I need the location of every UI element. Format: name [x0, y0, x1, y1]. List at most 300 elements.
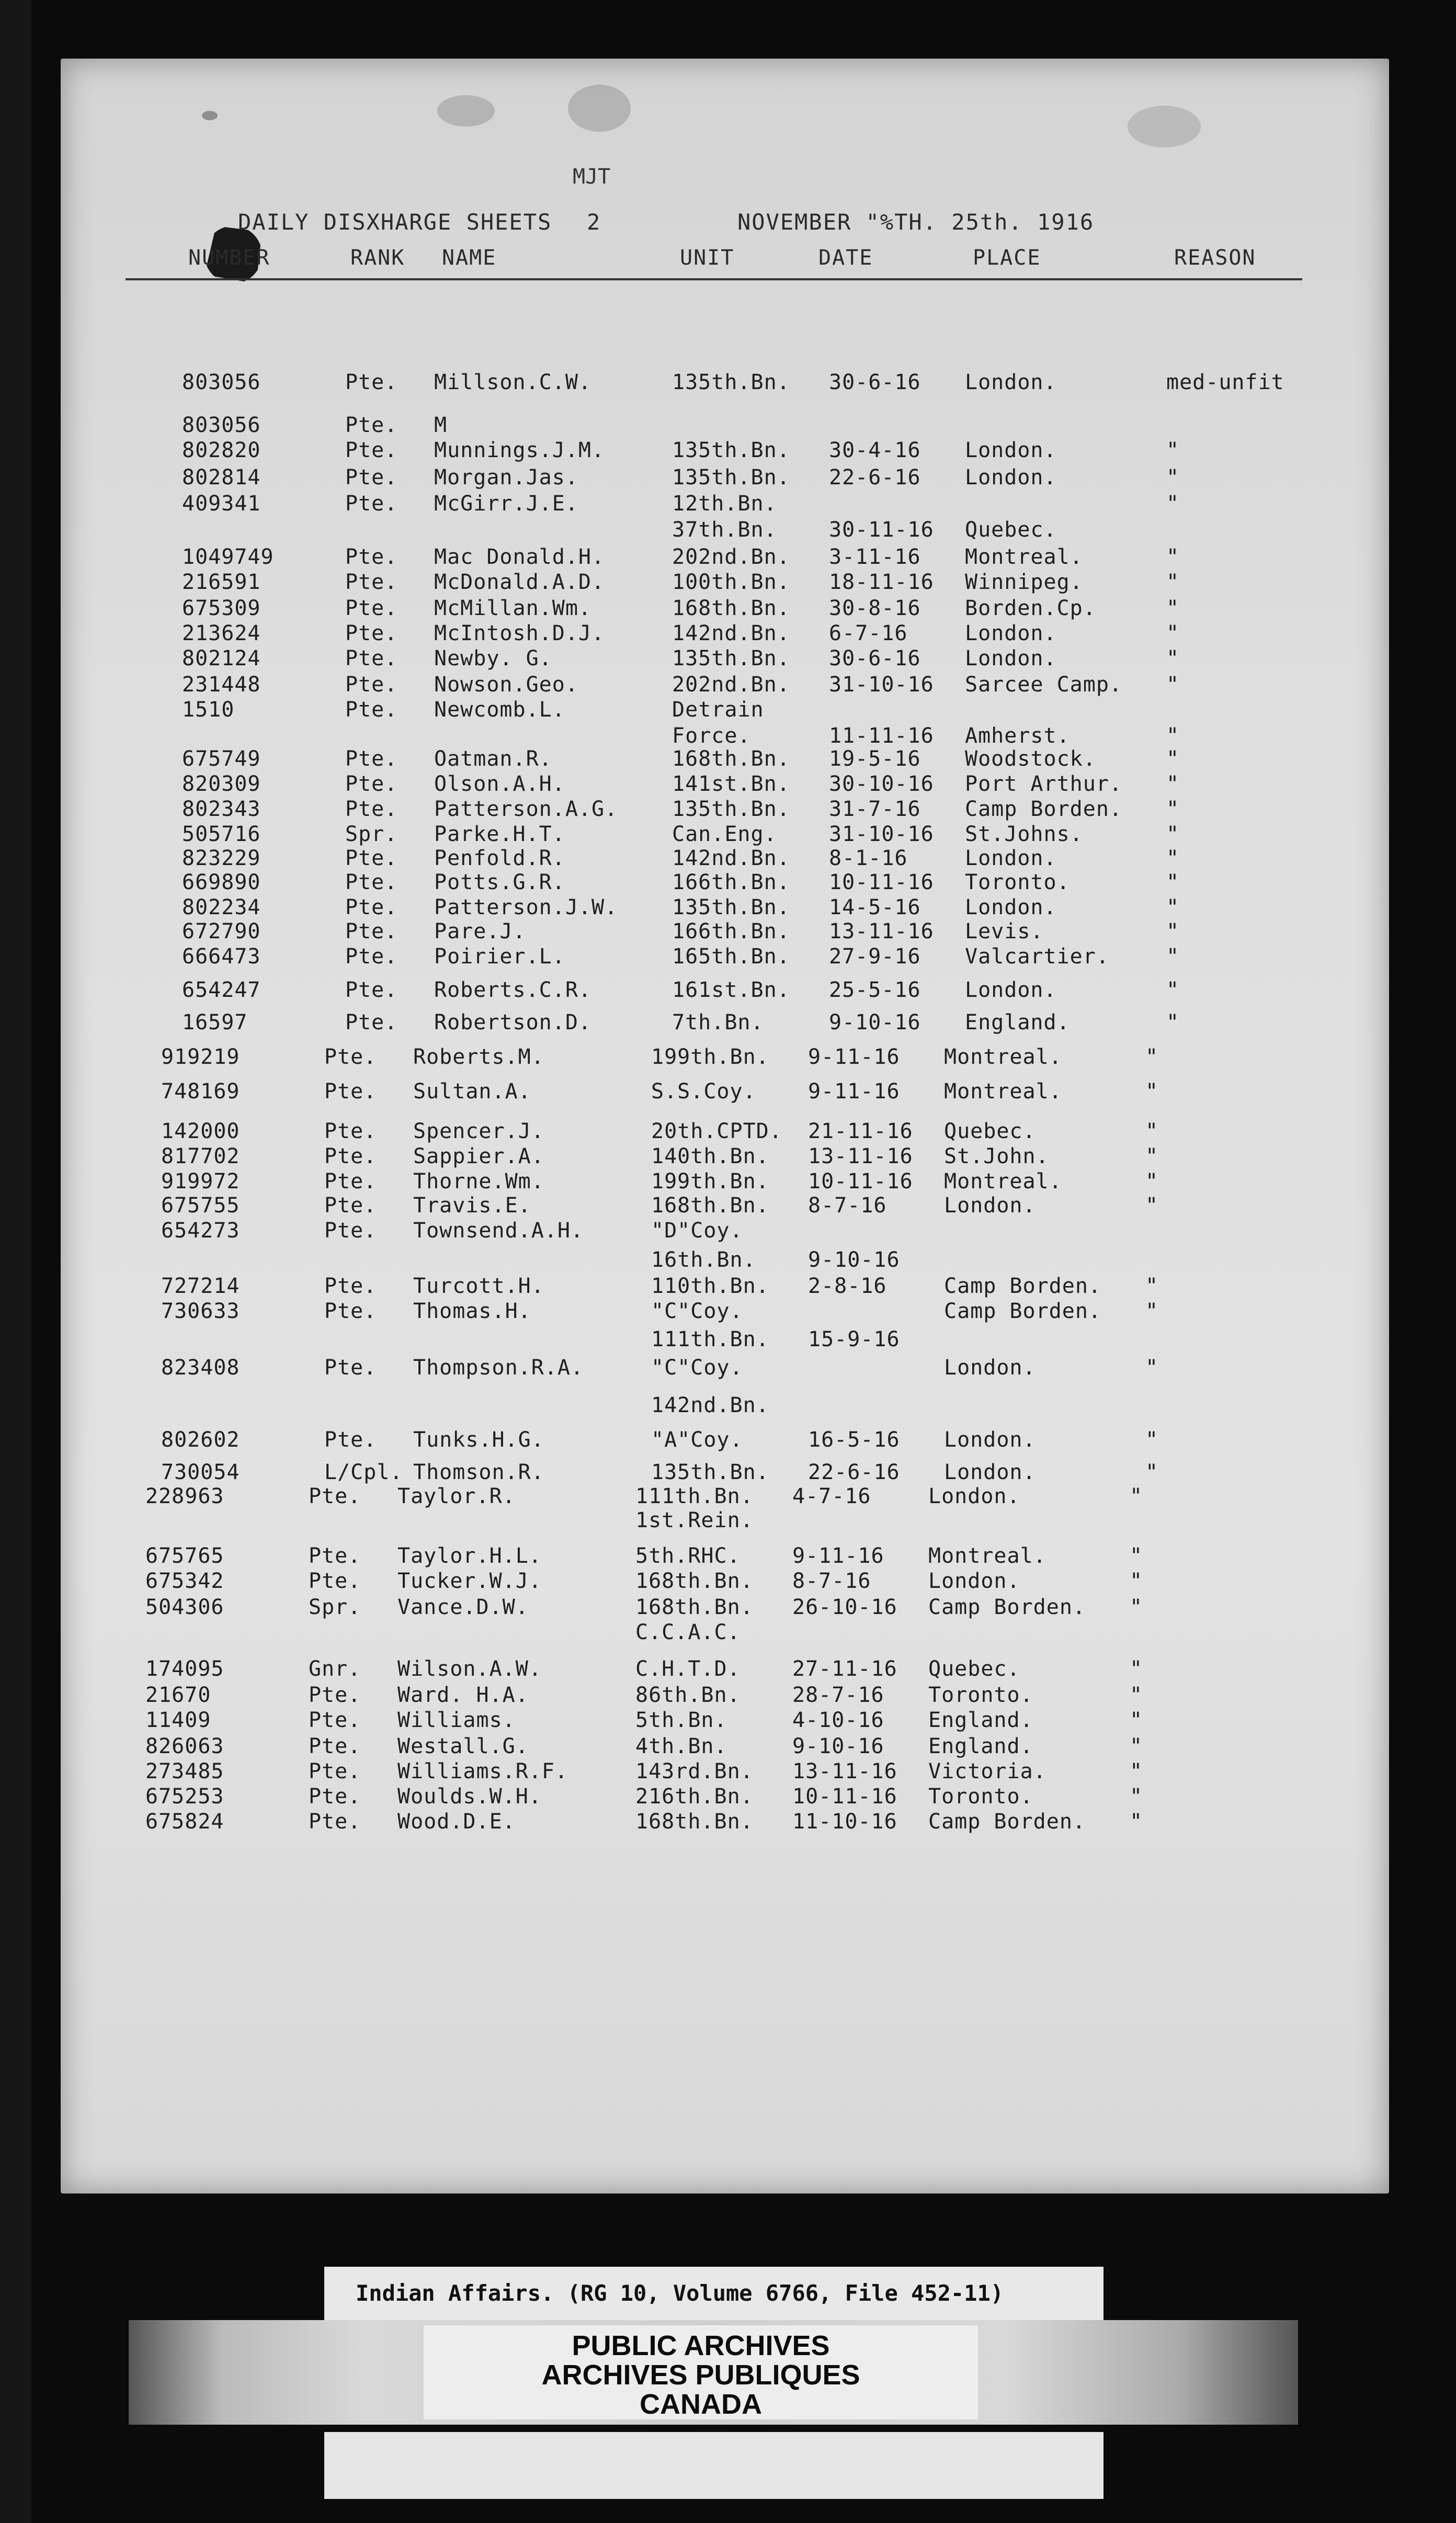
- entry-place: London.: [944, 1460, 1036, 1484]
- column-header-name: NAME: [442, 246, 497, 270]
- column-header-place: PLACE: [973, 246, 1041, 270]
- entry-date: 22-6-16: [808, 1460, 900, 1484]
- entry-reason: ": [1130, 1683, 1143, 1707]
- entry-unit: 135th.Bn.: [672, 895, 790, 919]
- entry-reason: ": [1166, 621, 1180, 645]
- entry-reason: ": [1166, 545, 1180, 569]
- entry-rank: Pte.: [345, 978, 398, 1002]
- entry-date: 13-11-16: [808, 1144, 913, 1168]
- entry-reason: ": [1145, 1194, 1159, 1218]
- entry-name: Tucker.W.J.: [397, 1569, 542, 1593]
- entry-reason: ": [1130, 1785, 1143, 1809]
- entry-number: 213624: [182, 621, 261, 645]
- entry-number: 803056: [182, 413, 261, 437]
- entry-number: 505716: [182, 822, 261, 846]
- entry-rank: Pte.: [324, 1079, 377, 1104]
- entry-date: 3-11-16: [829, 545, 921, 569]
- entry-date: 9-10-16: [792, 1734, 884, 1758]
- entry-unit: C.C.A.C.: [635, 1620, 741, 1644]
- entry-rank: Pte.: [345, 797, 398, 821]
- entry-rank: Pte.: [345, 673, 398, 697]
- entry-unit: 135th.Bn.: [672, 438, 790, 462]
- entry-place: Montreal.: [944, 1079, 1062, 1104]
- clerk-initials: MJT: [573, 165, 611, 189]
- entry-number: 823229: [182, 846, 261, 870]
- entry-number: 802343: [182, 797, 261, 821]
- entry-place: Montreal.: [944, 1169, 1062, 1194]
- entry-number: 675253: [145, 1785, 224, 1809]
- entry-name: Woulds.W.H.: [397, 1785, 542, 1809]
- entry-date: 9-10-16: [829, 1010, 921, 1035]
- entry-unit: 168th.Bn.: [635, 1595, 754, 1619]
- entry-name: Wilson.A.W.: [397, 1657, 542, 1681]
- entry-date: 22-6-16: [829, 465, 921, 490]
- entry-place: London.: [965, 621, 1057, 645]
- entry-date: 31-10-16: [829, 673, 934, 697]
- entry-reason: ": [1130, 1734, 1143, 1758]
- entry-number: 919972: [161, 1169, 240, 1194]
- entry-place: London.: [965, 465, 1057, 490]
- entry-unit: 166th.Bn.: [672, 919, 790, 944]
- entry-reason: ": [1130, 1484, 1143, 1508]
- entry-date: 13-11-16: [792, 1759, 897, 1783]
- entry-name: Mac Donald.H.: [434, 545, 605, 569]
- document-date: NOVEMBER "%TH. 25th. 1916: [737, 209, 1095, 235]
- entry-reason: med-unfit: [1166, 370, 1284, 394]
- entry-date: 11-11-16: [829, 724, 934, 748]
- entry-name: Ward. H.A.: [397, 1683, 529, 1707]
- entry-name: Patterson.J.W.: [434, 895, 618, 919]
- entry-number: 675342: [145, 1569, 224, 1593]
- entry-number: 675824: [145, 1810, 224, 1834]
- entry-rank: Pte.: [309, 1810, 361, 1834]
- entry-unit: "D"Coy.: [651, 1219, 743, 1243]
- entry-date: 30-10-16: [829, 772, 934, 796]
- entry-date: 13-11-16: [829, 919, 934, 944]
- entry-unit: 142nd.Bn.: [672, 846, 790, 870]
- entry-reason: ": [1145, 1119, 1159, 1143]
- entry-place: Toronto.: [965, 870, 1070, 894]
- entry-rank: Pte.: [324, 1219, 377, 1243]
- entry-name: Pare.J.: [434, 919, 526, 944]
- entry-name: Sappier.A.: [413, 1144, 544, 1168]
- entry-date: 9-11-16: [808, 1079, 900, 1104]
- entry-number: 820309: [182, 772, 261, 796]
- entry-reason: ": [1166, 492, 1180, 516]
- entry-unit: 168th.Bn.: [635, 1810, 754, 1834]
- entry-rank: Pte.: [309, 1759, 361, 1783]
- entry-date: 4-10-16: [792, 1708, 884, 1732]
- entry-number: 11409: [145, 1708, 211, 1732]
- entry-rank: Pte.: [345, 895, 398, 919]
- entry-rank: Pte.: [345, 596, 398, 620]
- entry-number: 675765: [145, 1544, 224, 1568]
- entry-number: 21670: [145, 1683, 211, 1707]
- entry-place: London.: [965, 438, 1057, 462]
- entry-number: 675309: [182, 596, 261, 620]
- entry-place: London.: [965, 646, 1057, 670]
- entry-rank: Pte.: [324, 1274, 377, 1298]
- stamp-line-1: PUBLIC ARCHIVES: [572, 2330, 830, 2361]
- entry-number: 273485: [145, 1759, 224, 1783]
- entry-number: 802602: [161, 1428, 240, 1452]
- entry-number: 1049749: [182, 545, 274, 569]
- entry-name: Robertson.D.: [434, 1010, 592, 1035]
- entry-number: 675749: [182, 747, 261, 771]
- entry-reason: ": [1130, 1569, 1143, 1593]
- entry-rank: Pte.: [324, 1169, 377, 1194]
- entry-unit: Detrain: [672, 698, 764, 722]
- entry-date: 10-11-16: [792, 1785, 897, 1809]
- entry-name: Parke.H.T.: [434, 822, 565, 846]
- entry-unit: 135th.Bn.: [672, 797, 790, 821]
- entry-number: 826063: [145, 1734, 224, 1758]
- entry-rank: Pte.: [309, 1484, 361, 1508]
- entry-unit: 37th.Bn.: [672, 518, 777, 542]
- entry-name: Vance.D.W.: [397, 1595, 529, 1619]
- entry-rank: Spr.: [309, 1595, 361, 1619]
- entry-unit: 161st.Bn.: [672, 978, 790, 1002]
- entry-number: 802124: [182, 646, 261, 670]
- entry-place: Camp Borden.: [928, 1810, 1086, 1834]
- entry-place: Camp Borden.: [944, 1274, 1101, 1298]
- archive-stamp: [424, 2325, 978, 2419]
- entry-unit: 199th.Bn.: [651, 1169, 769, 1194]
- entry-place: London.: [965, 978, 1057, 1002]
- entry-reason: ": [1166, 747, 1180, 771]
- entry-name: Roberts.C.R.: [434, 978, 592, 1002]
- entry-name: M: [434, 413, 448, 437]
- entry-name: Thompson.R.A.: [413, 1356, 584, 1380]
- entry-rank: Pte.: [345, 870, 398, 894]
- entry-reason: ": [1166, 919, 1180, 944]
- entry-number: 216591: [182, 570, 261, 594]
- entry-reason: ": [1145, 1274, 1159, 1298]
- entry-unit: 1st.Rein.: [635, 1508, 754, 1532]
- entry-rank: Pte.: [345, 646, 398, 670]
- entry-reason: ": [1166, 724, 1180, 748]
- entry-rank: Pte.: [345, 919, 398, 944]
- entry-reason: ": [1166, 570, 1180, 594]
- entry-rank: Pte.: [309, 1544, 361, 1568]
- entry-unit: "C"Coy.: [651, 1299, 743, 1323]
- entry-rank: Pte.: [309, 1569, 361, 1593]
- entry-unit: 135th.Bn.: [672, 465, 790, 490]
- entry-place: Camp Borden.: [965, 797, 1122, 821]
- entry-reason: ": [1166, 846, 1180, 870]
- entry-date: 31-10-16: [829, 822, 934, 846]
- document-title: DAILY DISXHARGE SHEETS: [238, 209, 552, 235]
- entry-place: England.: [928, 1708, 1033, 1732]
- entry-number: 231448: [182, 673, 261, 697]
- entry-number: 748169: [161, 1079, 240, 1104]
- column-header-unit: UNIT: [680, 246, 735, 270]
- entry-name: Roberts.M.: [413, 1045, 544, 1069]
- entry-number: 802814: [182, 465, 261, 490]
- entry-date: 21-11-16: [808, 1119, 913, 1143]
- entry-name: Williams.: [397, 1708, 516, 1732]
- entry-reason: ": [1166, 822, 1180, 846]
- entry-unit: 168th.Bn.: [672, 596, 790, 620]
- entry-number: 669890: [182, 870, 261, 894]
- entry-name: Morgan.Jas.: [434, 465, 578, 490]
- entry-reason: ": [1166, 895, 1180, 919]
- entry-rank: Gnr.: [309, 1657, 361, 1681]
- entry-number: 730633: [161, 1299, 240, 1323]
- entry-reason: ": [1145, 1428, 1159, 1452]
- entry-unit: 168th.Bn.: [672, 747, 790, 771]
- entry-unit: 202nd.Bn.: [672, 673, 790, 697]
- entry-reason: ": [1130, 1810, 1143, 1834]
- entry-reason: ": [1166, 596, 1180, 620]
- entry-unit: 216th.Bn.: [635, 1785, 754, 1809]
- entry-unit: 5th.Bn.: [635, 1708, 727, 1732]
- entry-unit: 111th.Bn.: [651, 1327, 769, 1351]
- entry-number: 228963: [145, 1484, 224, 1508]
- entry-unit: 168th.Bn.: [635, 1569, 754, 1593]
- entry-date: 28-7-16: [792, 1683, 884, 1707]
- entry-date: 26-10-16: [792, 1595, 897, 1619]
- entry-reason: ": [1166, 438, 1180, 462]
- entry-reason: ": [1145, 1079, 1159, 1104]
- entry-name: McMillan.Wm.: [434, 596, 592, 620]
- entry-date: 14-5-16: [829, 895, 921, 919]
- entry-place: London.: [965, 370, 1057, 394]
- entry-number: 803056: [182, 370, 261, 394]
- entry-number: 672790: [182, 919, 261, 944]
- entry-place: London.: [928, 1569, 1020, 1593]
- entry-rank: Pte.: [345, 570, 398, 594]
- entry-date: 16-5-16: [808, 1428, 900, 1452]
- entry-date: 25-5-16: [829, 978, 921, 1002]
- entry-rank: Pte.: [345, 413, 398, 437]
- entry-date: 19-5-16: [829, 747, 921, 771]
- entry-rank: Pte.: [324, 1144, 377, 1168]
- entry-reason: ": [1145, 1356, 1159, 1380]
- entry-date: 9-11-16: [808, 1045, 900, 1069]
- entry-date: 8-1-16: [829, 846, 908, 870]
- entry-number: 409341: [182, 492, 261, 516]
- entry-date: 30-4-16: [829, 438, 921, 462]
- entry-rank: Pte.: [324, 1194, 377, 1218]
- entry-number: 654273: [161, 1219, 240, 1243]
- entry-date: 2-8-16: [808, 1274, 887, 1298]
- entry-number: 174095: [145, 1657, 224, 1681]
- entry-rank: Pte.: [309, 1683, 361, 1707]
- entry-rank: Pte.: [309, 1734, 361, 1758]
- entry-name: McDonald.A.D.: [434, 570, 605, 594]
- entry-place: Camp Borden.: [944, 1299, 1101, 1323]
- scan-border: [0, 0, 31, 2523]
- entry-unit: 16th.Bn.: [651, 1248, 756, 1272]
- entry-name: Wood.D.E.: [397, 1810, 516, 1834]
- entry-unit: S.S.Coy.: [651, 1079, 756, 1104]
- entry-rank: Spr.: [345, 822, 398, 846]
- entry-place: Winnipeg.: [965, 570, 1083, 594]
- entry-place: London.: [944, 1194, 1036, 1218]
- stamp-line-2: ARCHIVES PUBLIQUES: [541, 2359, 860, 2391]
- entry-number: 802820: [182, 438, 261, 462]
- entry-name: Taylor.R.: [397, 1484, 516, 1508]
- entry-place: Camp Borden.: [928, 1595, 1086, 1619]
- entry-unit: 165th.Bn.: [672, 945, 790, 969]
- entry-rank: Pte.: [345, 945, 398, 969]
- entry-name: Potts.G.R.: [434, 870, 565, 894]
- entry-name: McGirr.J.E.: [434, 492, 578, 516]
- stain-mark: [437, 95, 495, 127]
- header-underline: [126, 278, 1302, 280]
- entry-unit: "A"Coy.: [651, 1428, 743, 1452]
- entry-number: 802234: [182, 895, 261, 919]
- entry-place: Port Arthur.: [965, 772, 1122, 796]
- film-base-strip: [324, 2432, 1104, 2499]
- entry-number: 823408: [161, 1356, 240, 1380]
- entry-name: Travis.E.: [413, 1194, 531, 1218]
- entry-date: 10-11-16: [808, 1169, 913, 1194]
- entry-reason: ": [1166, 797, 1180, 821]
- entry-name: Poirier.L.: [434, 945, 565, 969]
- entry-unit: Force.: [672, 724, 751, 748]
- stain-mark: [202, 111, 218, 120]
- entry-date: 31-7-16: [829, 797, 921, 821]
- entry-name: Thorne.Wm.: [413, 1169, 544, 1194]
- entry-place: Quebec.: [944, 1119, 1036, 1143]
- entry-name: Sultan.A.: [413, 1079, 531, 1104]
- entry-name: Oatman.R.: [434, 747, 552, 771]
- stamp-line-3: CANADA: [640, 2389, 762, 2420]
- entry-date: 11-10-16: [792, 1810, 897, 1834]
- entry-unit: 86th.Bn.: [635, 1683, 741, 1707]
- entry-unit: 166th.Bn.: [672, 870, 790, 894]
- entry-unit: 135th.Bn.: [672, 646, 790, 670]
- entry-place: Amherst.: [965, 724, 1070, 748]
- entry-place: England.: [928, 1734, 1033, 1758]
- entry-reason: ": [1166, 646, 1180, 670]
- stain-mark: [1128, 106, 1201, 147]
- entry-place: London.: [944, 1356, 1036, 1380]
- entry-reason: ": [1166, 1010, 1180, 1035]
- entry-name: Taylor.H.L.: [397, 1544, 542, 1568]
- entry-date: 18-11-16: [829, 570, 934, 594]
- entry-rank: Pte.: [345, 621, 398, 645]
- entry-unit: 143rd.Bn.: [635, 1759, 754, 1783]
- entry-reason: ": [1130, 1544, 1143, 1568]
- entry-date: 8-7-16: [792, 1569, 871, 1593]
- archive-reference: Indian Affairs. (RG 10, Volume 6766, File 452-11): [356, 2280, 1004, 2306]
- entry-place: Levis.: [965, 919, 1044, 944]
- column-header-date: DATE: [818, 246, 873, 270]
- entry-name: Patterson.A.G.: [434, 797, 618, 821]
- entry-place: London.: [928, 1484, 1020, 1508]
- entry-number: 142000: [161, 1119, 240, 1143]
- entry-unit: 20th.CPTD.: [651, 1119, 782, 1143]
- entry-date: 10-11-16: [829, 870, 934, 894]
- entry-number: 727214: [161, 1274, 240, 1298]
- entry-date: 8-7-16: [808, 1194, 887, 1218]
- entry-place: Victoria.: [928, 1759, 1046, 1783]
- entry-rank: L/Cpl.: [324, 1460, 403, 1484]
- entry-date: 30-6-16: [829, 370, 921, 394]
- entry-place: Toronto.: [928, 1683, 1033, 1707]
- entry-reason: ": [1130, 1708, 1143, 1732]
- entry-unit: 110th.Bn.: [651, 1274, 769, 1298]
- entry-place: Montreal.: [928, 1544, 1046, 1568]
- entry-rank: Pte.: [345, 846, 398, 870]
- column-header-reason: REASON: [1174, 246, 1256, 270]
- column-header-number: NUMBER: [188, 246, 270, 270]
- entry-number: 1510: [182, 698, 235, 722]
- entry-name: Newby. G.: [434, 646, 552, 670]
- entry-rank: Pte.: [345, 370, 398, 394]
- entry-unit: 100th.Bn.: [672, 570, 790, 594]
- entry-place: Woodstock.: [965, 747, 1096, 771]
- entry-place: St.John.: [944, 1144, 1049, 1168]
- sheet-number: 2: [587, 209, 601, 235]
- entry-reason: ": [1145, 1045, 1159, 1069]
- entry-name: Westall.G.: [397, 1734, 529, 1758]
- entry-unit: 135th.Bn.: [672, 370, 790, 394]
- entry-reason: ": [1145, 1169, 1159, 1194]
- entry-name: Thomas.H.: [413, 1299, 531, 1323]
- entry-date: 6-7-16: [829, 621, 908, 645]
- entry-reason: ": [1130, 1595, 1143, 1619]
- entry-place: Quebec.: [965, 518, 1057, 542]
- entry-reason: ": [1166, 945, 1180, 969]
- entry-unit: "C"Coy.: [651, 1356, 743, 1380]
- entry-unit: 4th.Bn.: [635, 1734, 727, 1758]
- entry-number: 666473: [182, 945, 261, 969]
- entry-place: Quebec.: [928, 1657, 1020, 1681]
- entry-place: Borden.Cp.: [965, 596, 1096, 620]
- entry-unit: 12th.Bn.: [672, 492, 777, 516]
- reference-strip: [324, 2267, 1104, 2320]
- entry-rank: Pte.: [309, 1708, 361, 1732]
- entry-number: 504306: [145, 1595, 224, 1619]
- entry-name: Williams.R.F.: [397, 1759, 568, 1783]
- entry-name: Thomson.R.: [413, 1460, 544, 1484]
- entry-unit: 5th.RHC.: [635, 1544, 741, 1568]
- entry-place: Montreal.: [965, 545, 1083, 569]
- entry-place: London.: [965, 846, 1057, 870]
- entry-date: 27-9-16: [829, 945, 921, 969]
- entry-place: England.: [965, 1010, 1070, 1035]
- entry-reason: ": [1166, 978, 1180, 1002]
- entry-date: 30-11-16: [829, 518, 934, 542]
- entry-name: Munnings.J.M.: [434, 438, 605, 462]
- entry-date: 9-11-16: [792, 1544, 884, 1568]
- entry-rank: Pte.: [345, 772, 398, 796]
- entry-name: Newcomb.L.: [434, 698, 565, 722]
- entry-place: Sarcee Camp.: [965, 673, 1122, 697]
- entry-place: Montreal.: [944, 1045, 1062, 1069]
- entry-place: Toronto.: [928, 1785, 1033, 1809]
- entry-reason: ": [1145, 1460, 1159, 1484]
- entry-date: 4-7-16: [792, 1484, 871, 1508]
- entry-date: 27-11-16: [792, 1657, 897, 1681]
- entry-reason: ": [1145, 1299, 1159, 1323]
- entry-unit: Can.Eng.: [672, 822, 777, 846]
- entry-name: Turcott.H.: [413, 1274, 544, 1298]
- entry-unit: 7th.Bn.: [672, 1010, 764, 1035]
- entry-number: 654247: [182, 978, 261, 1002]
- entry-reason: ": [1166, 465, 1180, 490]
- entry-rank: Pte.: [345, 492, 398, 516]
- entry-rank: Pte.: [324, 1045, 377, 1069]
- entry-reason: ": [1166, 673, 1180, 697]
- entry-unit: 135th.Bn.: [651, 1460, 769, 1484]
- entry-unit: 140th.Bn.: [651, 1144, 769, 1168]
- entry-place: Valcartier.: [965, 945, 1109, 969]
